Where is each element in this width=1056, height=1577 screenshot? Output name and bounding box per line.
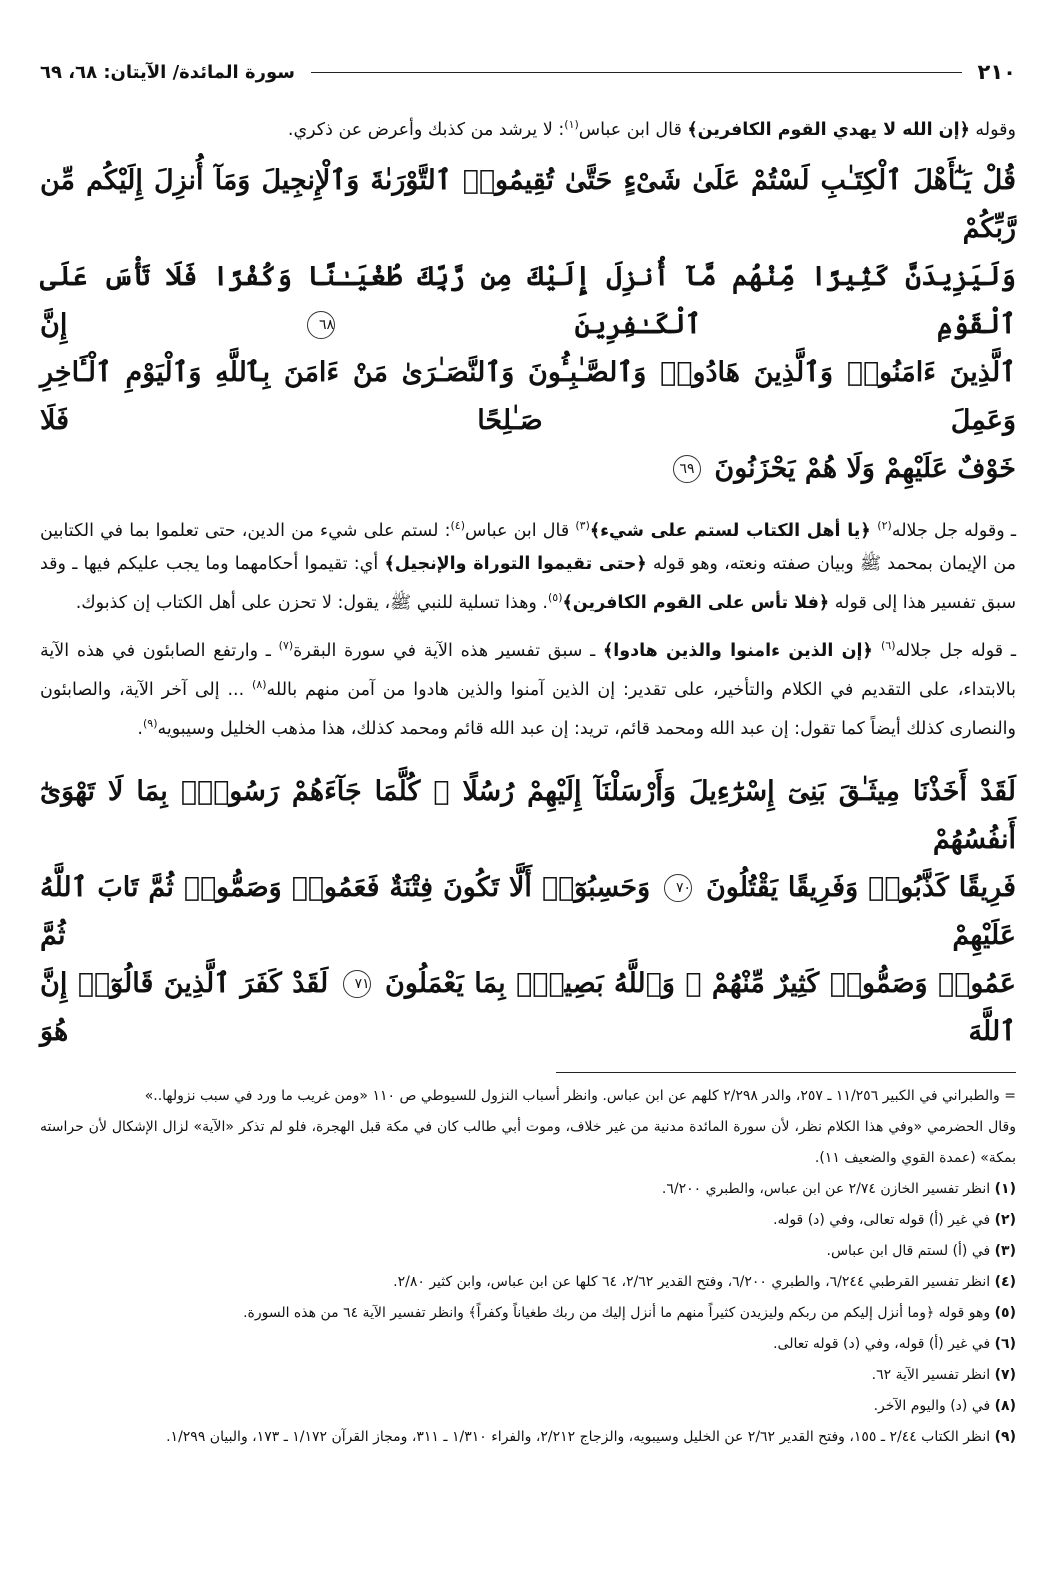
footnote-text: انظر تفسير القرطبي ٦/٢٤٤، والطبري ٦/٢٠٠، وفتح القدير ٢/٦٢، ٦٤ كلها عن ابن عباس، وابن كثير ٢/٨٠. [393, 1273, 991, 1290]
footnote-text: انظر الكتاب ٢/٤٤ ـ ١٥٥، وفتح القدير ٢/٦٢ عن الخليل وسيبويه، والزجاج ٢/٢١٢، والفراء ١/٣١٠ ـ ٣١١، ومجاز القرآن ١/١٧٢ ـ ١٧٣، والبيان ١/٢٩٩. [166, 1428, 991, 1445]
para-text: ... إلى آخر الآية، والصابئون والنصارى كذلك أيضاً كما تقول: إن عبد الله ومحمد قائم، تريد: إن عبد الله قائم ومحمد كذلك، هذا مذهب الخليل وسيبويه [40, 680, 1016, 739]
page-header [40, 50, 1016, 94]
footnote-number: (٣) [994, 1242, 1016, 1259]
footnote-number: (٨) [994, 1397, 1016, 1414]
intro-quote: ﴿إن الله لا يهدي القوم الكافرين﴾ [687, 119, 970, 140]
footnote-ref-5[interactable]: (٥) [548, 590, 563, 604]
verse-text: خَوْفٌ عَلَيْهِمْ وَلَا هُمْ يَحْزَنُونَ [714, 452, 1016, 484]
footnote-ref-7[interactable]: (٧) [278, 639, 294, 653]
verse-line: قُلْ يَـٰٓأَهْلَ ٱلْكِتَـٰبِ لَسْتُمْ عَلَىٰ شَىْءٍ حَتَّىٰ تُقِيمُوا۟ ٱلتَّوْرَىٰةَ وَٱلْإِنجِيلَ وَمَآ أُنزِلَ إِلَيْكُم مِّن رَّبِّكُمْ [40, 164, 1016, 244]
footnote-text: في غير (أ) قوله تعالى، وفي (د) قوله. [773, 1211, 991, 1228]
quote: ﴿فلا تأس على القوم الكافرين﴾ [562, 592, 830, 613]
footnote-text: في (د) واليوم الآخر. [873, 1397, 991, 1414]
footnote-ref-3[interactable]: (٣) [575, 518, 590, 532]
footnote-2 [40, 1205, 1016, 1236]
quote: ﴿يا أهل الكتاب لستم على شيء﴾ [589, 520, 878, 541]
verse-text: إِنَّ [40, 308, 68, 340]
footnote-number: (٥) [994, 1304, 1016, 1321]
intro-mid: قال ابن عباس [578, 119, 688, 140]
verse-line [40, 960, 1016, 1056]
footnote-text: انظر تفسير الخازن ٢/٧٤ عن ابن عباس، والطبري ٦/٢٠٠. [661, 1180, 991, 1197]
intro-lead: وقوله [969, 119, 1016, 140]
footnote-1 [40, 1174, 1016, 1205]
footnote-number: (٢) [994, 1211, 1016, 1228]
para-text: ـ سبق تفسير هذه الآية في سورة البقرة [293, 641, 603, 662]
footnotes [40, 1081, 1016, 1453]
footnote-number: (٤) [994, 1273, 1016, 1290]
footnote-separator [556, 1072, 1016, 1073]
footnote-7 [40, 1360, 1016, 1391]
ayah-number-70: ٧٠ [664, 874, 692, 902]
quran-verses-70-71 [40, 768, 1016, 1056]
para-lead: ـ قوله جل جلاله [895, 641, 1017, 662]
footnote-5 [40, 1298, 1016, 1329]
quran-verses-68-69 [40, 157, 1016, 493]
footnote-number: (١) [994, 1180, 1016, 1197]
verse-line: لَقَدْ أَخَذْنَا مِيثَـٰقَ بَنِىٓ إِسْرَٰٓءِيلَ وَأَرْسَلْنَآ إِلَيْهِمْ رُسُلًا ۖ كُلَّمَا جَآءَهُمْ رَسُولٌۢ بِمَا لَا تَهْوَىٰٓ أَنفُسُهُمْ [40, 775, 1016, 855]
footnote-9 [40, 1422, 1016, 1453]
verse-line [669, 453, 1016, 484]
running-title: سورة المائدة/ الآيتان: ٦٨، ٦٩ [40, 61, 295, 83]
commentary-paragraph-1 [40, 509, 1016, 620]
footnote-continued: وقال الحضرمي «وفي هذا الكلام نظر، لأن سورة المائدة مدنية من غير خلاف، وموت أبي طالب كان في مكة قبل الهجرة، فلو لم تذكر «الآية» لزال الإشكال لأن حراسته بمكة» (عمدة القوي والضعيف ١١). [40, 1118, 1016, 1166]
footnote-ref-1[interactable]: (١) [564, 118, 579, 131]
footnote-ref-6[interactable]: (٦) [881, 639, 896, 653]
quote: ﴿حتى تقيموا التوراة والإنجيل﴾ [384, 553, 647, 574]
footnote-ref-4[interactable]: (٤) [450, 518, 466, 532]
verse-text: فَرِيقًا كَذَّبُوا۟ وَفَرِيقًا يَقْتُلُونَ [705, 871, 1016, 903]
verse-line [40, 864, 1016, 960]
para-text: . وهذا تسلية للنبي ﷺ، يقول: لا تحزن على أهل الكتاب إن كذبوك. [75, 592, 548, 613]
footnote-ref-8[interactable]: (٨) [252, 678, 267, 692]
ayah-number-71: ٧١ [343, 970, 371, 998]
para-text: أي: تقيموا أحكامهما وما يجب عليكم فيها ـ وقد سبق تفسير هذا إلى قوله [40, 553, 1016, 613]
footnote-continued: = والطبراني في الكبير ١١/٢٥٦ ـ ٢٥٧، والدر ٢/٢٩٨ كلهم عن ابن عباس. وانظر أسباب النزول للسيوطي ص ١١٠ «ومن غريب ما ورد في سبب نزولها..» [144, 1087, 1016, 1104]
footnote-8 [40, 1391, 1016, 1422]
para-text: قال ابن عباس [465, 520, 576, 541]
spacer [40, 619, 1016, 629]
verse-line: ٱلَّذِينَ ءَامَنُوا۟ وَٱلَّذِينَ هَادُوا۟ وَٱلصَّـٰبِـُٔونَ وَٱلنَّصَـٰرَىٰ مَنْ ءَامَنَ بِٱللَّهِ وَٱلْيَوْمِ ٱلْـَٔاخِرِ وَعَمِلَ صَـٰلِحًا فَلَا [40, 356, 1016, 436]
verse-text: عَمُوا۟ وَصَمُّوا۟ كَثِيرٌ مِّنْهُمْ ۚ وَٱللَّهُ بَصِيرٌۢ بِمَا يَعْمَلُونَ [385, 967, 1016, 999]
footnote-3 [40, 1236, 1016, 1267]
footnote-text: انظر تفسير الآية ٦٢. [871, 1366, 991, 1383]
intro-tail: : لا يرشد من كذبك وأعرض عن ذكري. [287, 119, 565, 140]
footnote-number: (٩) [994, 1428, 1016, 1445]
intro-paragraph [40, 108, 1016, 147]
footnote-ref-2[interactable]: (٢) [877, 518, 892, 532]
commentary-paragraph-2 [40, 629, 1016, 745]
footnote-number: (٧) [994, 1366, 1016, 1383]
footnote-6 [40, 1329, 1016, 1360]
footnote-text: وهو قوله ﴿وما أنزل إليكم من ربكم وليزيدن كثيراً منهم ما أنزل إليك من ربك طغياناً وكفراً﴾ وانظر تفسير الآية ٦٤ من هذه السورة. [243, 1304, 991, 1321]
quote: ﴿إن الذين ءامنوا والذين هادوا﴾ [602, 641, 882, 662]
footnote-ref-9[interactable]: (٩) [142, 717, 158, 731]
verse-line [40, 253, 1016, 349]
para-lead: ـ وقوله جل جلاله [891, 520, 1016, 541]
book-page [40, 50, 1016, 1453]
footnote-4 [40, 1267, 1016, 1298]
ayah-number-68: ٦٨ [307, 311, 335, 339]
footnote-number: (٦) [994, 1335, 1016, 1352]
para-text: . [137, 718, 143, 739]
ayah-number-69: ٦٩ [673, 455, 701, 483]
page-number: ٢١٠ [977, 60, 1016, 84]
footnote-text: في غير (أ) قوله، وفي (د) قوله تعالى. [773, 1335, 991, 1352]
verse-text: وَحَسِبُوٓا۟ أَلَّا تَكُونَ فِتْنَةٌ فَعَمُوا۟ وَصَمُّوا۟ ثُمَّ تَابَ ٱللَّهُ عَلَيْهِمْ ثُمَّ [40, 871, 1016, 951]
header-rule [311, 72, 962, 73]
footnote-text: في (أ) لستم قال ابن عباس. [826, 1242, 991, 1259]
verse-text: وَلَيَزِيدَنَّ كَثِيرًا مِّنْهُم مَّآ أُنزِلَ إِلَيْكَ مِن رَّبِّكَ طُغْيَـٰنًا وَكُفْرًا فَلَا تَأْسَ عَلَى ٱلْقَوْمِ ٱلْكَـٰفِرِينَ [40, 260, 1016, 340]
verse-text: لَقَدْ كَفَرَ ٱلَّذِينَ قَالُوٓا۟ إِنَّ ٱللَّهَ هُوَ [40, 967, 1016, 1047]
para-text: ـ وارتفع الصابئون في هذه الآية بالابتداء، على التقديم في الكلام والتأخير، على تقدير: إن الذين آمنوا والذين هادوا من آمن منهم بالله [40, 641, 1016, 701]
para-text: : لستم على شيء من الدين، حتى تعلموا بما في الكتابين من الإيمان بمحمد ﷺ وبيان صفته ونعته، وهو قوله [40, 520, 1017, 574]
